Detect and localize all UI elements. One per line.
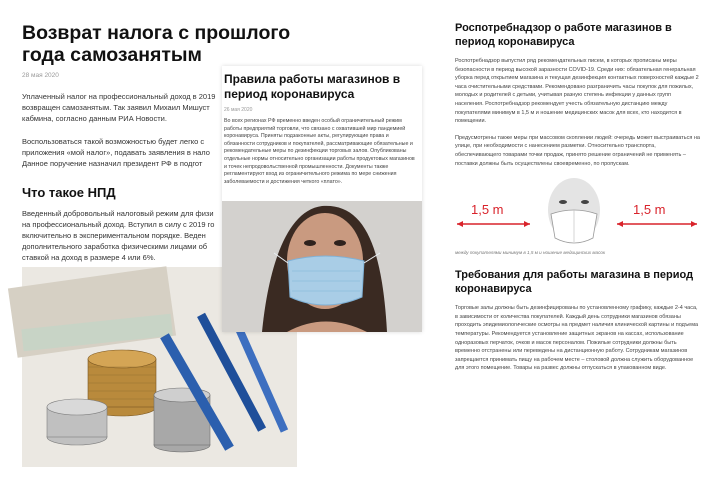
article-shop-rules	[222, 66, 422, 332]
text-line: включительно в экспериментальном порядке. Веден	[22, 231, 206, 240]
section-heading: Что такое НПД	[22, 185, 116, 200]
article-date: 28 мая 2020	[22, 72, 59, 79]
article-paragraph-1	[22, 91, 222, 124]
distance-label-left: 1,5 m	[471, 202, 504, 218]
social-distance-illustration	[455, 178, 700, 248]
article-title: Роспотребнадзор о работе магазинов в период коронавируса	[455, 22, 672, 48]
text-line: на профессиональный доход. Вступил в силу с 2019 го	[22, 220, 215, 229]
woman-in-mask-illustration	[222, 201, 422, 332]
article-title: Возврат налога с прошлого года самозанятым	[22, 22, 291, 66]
text-line: кабмина, согласно данным РИА Новости.	[22, 114, 167, 123]
section-heading: Требования для работы магазина в период коронавируса	[455, 269, 694, 295]
distance-label-right: 1,5 m	[633, 202, 666, 218]
article-paragraph-3: Торговые залы должны быть дезинфицированы по установленному графику, каждые 2-4 часа, в зависимости от количества покупателей. Каждый день сотрудники магазинов обязаны проходить эпидемиологические осмотры на предмет наличия клинической картины и подъема температуры. Рекомендуется установление защитных экранов на кассах, использование одноразовых перчаток, очков и масок персоналом. Пожилые сотрудники должны быть временно отстранены или переведены на дистанционную работу. Сотрудникам магазинов запрещается принимать пищу на рабочем месте – столовой должна служить оборудованное для этого помещение. Товары на развес должны отпускаться в упакованном виде.	[455, 305, 699, 372]
text-line: Данное поручение назначил президент РФ в подгот	[22, 159, 203, 168]
text-line: возвращен самозанятым. Так заявил Михаил Мишуст	[22, 103, 210, 112]
article-rospotrebnadzor	[455, 22, 700, 462]
article-paragraph-2	[22, 136, 222, 169]
text-line: Введенный добровольный налоговый режим для физи	[22, 209, 214, 218]
article-paragraph-1: Роспотребнадзор выпустил ряд рекомендательных писем, в которых прописаны меры безопасности в период высокой заразности COVID-19. Среди них: обязательная генеральная уборка перед открытием магазина и текущая дезинфекция контактных поверхностей каждые 2 часа очистительными средствами. Рекомендовано разграничить часы покупок для пожилых, молодых и родителей с детьми, учитывая разную степень инфекции у данных групп населения. Роспотребнадзор рекомендует учесть обязательную дистанцию между покупателями минимум в 1,5 м и ношение медицинских масок для всех, кто находится в помещении.	[455, 58, 699, 125]
text-line: приложения «мой налог», подавать заявления в нало	[22, 148, 210, 157]
article-date: 26 мая 2020	[224, 107, 253, 113]
text-line: Воспользоваться такой возможностью будет легко с	[22, 137, 205, 146]
article-paragraph: Во всех регионах РФ временно введен особый ограничительный режим работы предприятий торговли, что связано с охватившей мир пандемией коронавируса. Приняты подзаконные акты, регулирующие права и обязанности сотрудников и покупателей, рассматривающие обязательные и рекомендательные меры по дезинфекции торговых залов. Опубликованы отдельные нормы относительно организации работы продуктовых магазинов и точек непродовольственной промышленности. Документы также регламентируют вход из ограничительного режима по мере снижения заболеваемости и достижения четкого «плато».	[224, 118, 415, 185]
woman-in-mask-photo	[222, 201, 422, 332]
article-title: Правила работы магазинов в период коронавируса	[224, 72, 401, 101]
text-line: Уплаченный налог на профессиональный доход в 2019	[22, 92, 216, 101]
text-line: дополнительного заработка физическими лицами об	[22, 242, 208, 251]
article-paragraph-3	[22, 208, 222, 263]
article-paragraph-2: Предусмотрены также меры при массовом скоплении людей: очередь может выстраиваться на улице, при необходимости с нанесением разметки. Относительно транспорта, обеспечивающего товарами точки продаж, принято решение ограничений не применять – поставки должны быть осуществлены своевременно, по пропускам.	[455, 134, 700, 167]
illustration-caption: между покупателями минимум в 1,5 м и ношение медицинских масок	[455, 250, 606, 256]
text-line: ставкой на доход в размере 4 или 6%.	[22, 253, 156, 262]
